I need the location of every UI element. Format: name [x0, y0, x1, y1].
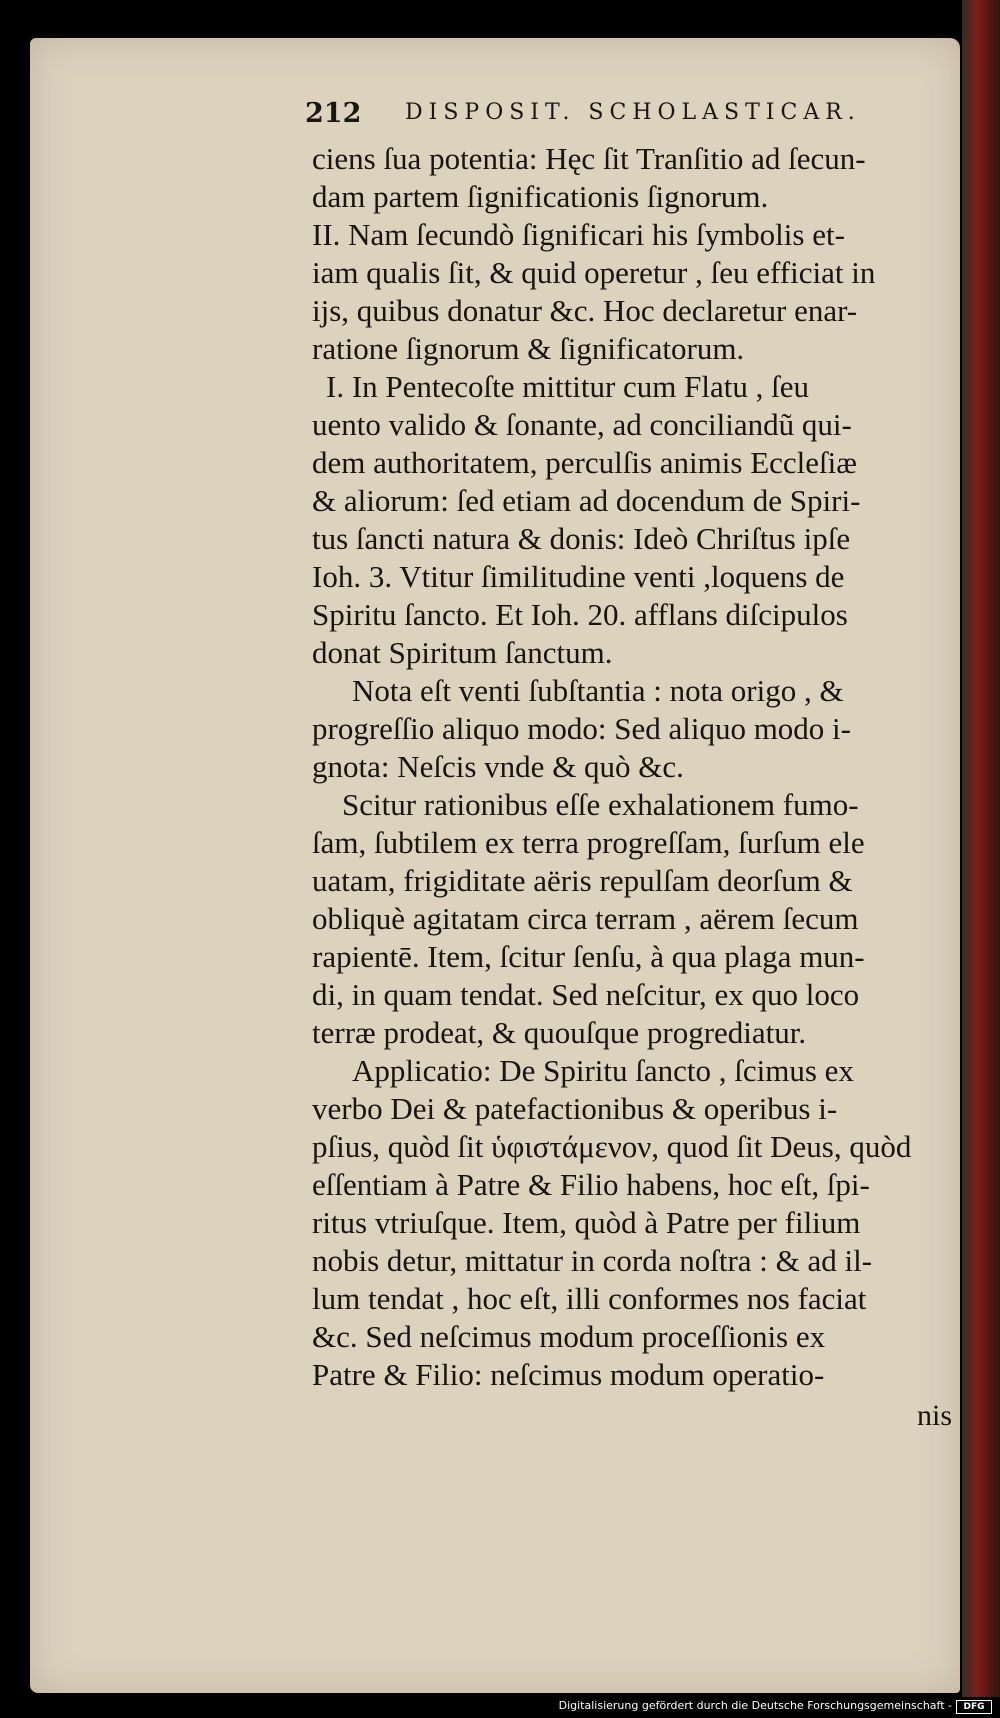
dfg-logo-text: DFG [963, 1702, 985, 1712]
text-line: lum tendat , hoc eſt, illi conformes nos faciat [312, 1281, 867, 1316]
text-line: pſius, quòd ſit ὑφιστάμενον, quod ſit Deus, quòd [312, 1129, 912, 1164]
text-line: di, in quam tendat. Sed neſcitur, ex quo loco [312, 977, 860, 1012]
text-line: iam qualis ſit, & quid operetur , ſeu efficiat in [312, 255, 876, 290]
page-header [305, 98, 945, 138]
text-line: Spiritu ſancto. Et Ioh. 20. afflans diſcipulos [312, 597, 848, 632]
text-line: I. In Pentecoſte mittitur cum Flatu , ſeu [326, 369, 809, 404]
text-line: ratione ſignorum & ſignificatorum. [312, 331, 745, 366]
text-line: Scitur rationibus eſſe exhalationem fumo- [342, 787, 859, 822]
text-line: ritus vtriuſque. Item, quòd à Patre per filium [312, 1205, 861, 1240]
text-line: II. Nam ſecundò ſignificari his ſymbolis et- [312, 217, 845, 252]
text-line: & aliorum: ſed etiam ad docendum de Spiri- [312, 483, 861, 518]
text-line: uatam, frigiditate aëris repulſam deorſum & [312, 863, 853, 898]
book-spine-edge [962, 0, 1000, 1700]
text-line: donat Spiritum ſanctum. [312, 635, 613, 670]
text-line: gnota: Neſcis vnde & quò &c. [312, 749, 684, 784]
catchword: nis [917, 1399, 953, 1432]
text-line: Ioh. 3. Vtitur ſimilitudine venti ,loquens de [312, 559, 845, 594]
text-line: tus ſancti natura & donis: Ideò Chriſtus ipſe [312, 521, 851, 556]
text-line: Applicatio: De Spiritu ſancto , ſcimus ex [352, 1053, 854, 1088]
digitization-footer [0, 1697, 1000, 1718]
text-line: dem authoritatem, perculſis animis Eccleſiæ [312, 445, 857, 480]
text-line: &c. Sed neſcimus modum proceſſionis ex [312, 1319, 826, 1354]
text-line: uento valido & ſonante, ad conciliandũ qui- [312, 407, 852, 442]
text-line: verbo Dei & patefactionibus & operibus i- [312, 1091, 838, 1126]
text-line: ſam, ſubtilem ex terra progreſſam, ſurſum ele [312, 825, 865, 860]
text-line: eſſentiam à Patre & Filio habens, hoc eſt, ſpi- [312, 1167, 870, 1202]
text-line: Patre & Filio: neſcimus modum operatio- [312, 1357, 825, 1392]
text-line: Nota eſt venti ſubſtantia : nota origo , & [352, 673, 844, 708]
running-title: DISPOSIT. SCHOLASTICAR. [405, 100, 861, 125]
text-line: nobis detur, mittatur in corda noſtra : & ad il- [312, 1243, 873, 1278]
text-line: obliquè agitatam circa terram , aërem ſecum [312, 901, 859, 936]
text-line: dam partem ſignificationis ſignorum. [312, 179, 769, 214]
text-line: ijs, quibus donatur &c. Hoc declaretur enar- [312, 293, 858, 328]
text-line: ciens ſua potentia: Hęc ſit Tranſitio ad ſecun- [312, 141, 866, 176]
dfg-logo [956, 1700, 992, 1714]
text-line: rapientē. Item, ſcitur ſenſu, à qua plaga mun- [312, 939, 865, 974]
text-line: terræ prodeat, & quouſque progrediatur. [312, 1015, 807, 1050]
page-number: 212 [305, 98, 362, 129]
text-line: progreſſio aliquo modo: Sed aliquo modo i- [312, 711, 851, 746]
footer-credit: Digitalisierung gefördert durch die Deutsche Forschungsgemeinschaft - [558, 1699, 952, 1712]
